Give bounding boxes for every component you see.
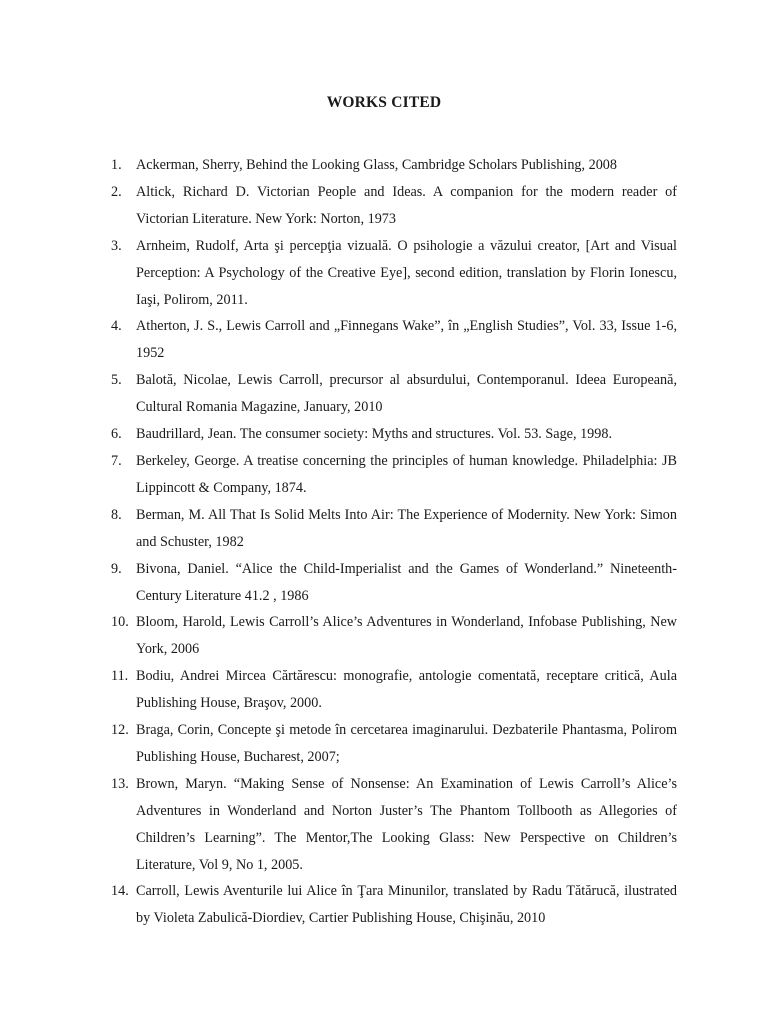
reference-item [111,179,677,233]
reference-text: Ackerman, Sherry, Behind the Looking Glass, Cambridge Scholars Publishing, 2008 [136,157,617,173]
reference-item [111,367,677,421]
reference-list [111,152,677,932]
reference-text: Bloom, Harold, Lewis Carroll’s Alice’s Adventures in Wonderland, Infobase Publishing, New York, 2006 [136,614,677,658]
reference-text: Baudrillard, Jean. The consumer society: Myths and structures. Vol. 53. Sage, 1998. [136,426,612,443]
reference-item [111,878,677,932]
reference-item [111,556,677,610]
reference-text: Balotă, Nicolae, Lewis Carroll, precursor al absurdului, Contemporanul. Ideea Europeană, Cultural Romania Magazine, January, 2010 [136,372,677,416]
reference-text: Arnheim, Rudolf, Arta şi percepţia vizuală. O psihologie a văzului creator, [Art and Visual Perception: A Psychology of the Creative Eye], second edition, translation by Florin Ionescu, Iaşi, Polirom, 2011. [136,237,677,308]
reference-text: Berkeley, George. A treatise concerning the principles of human knowledge. Philadelphia: JB Lippincott & Company, 1874. [136,452,677,496]
reference-text: Carroll, Lewis Aventurile lui Alice în Ţara Minunilor, translated by Radu Tătărucă, ilustrated by Violeta Zabulică-Diordiev, Cartier Publishing House, Chişinău, 2010 [136,883,677,927]
page-title: WORKS CITED [326,94,442,111]
reference-item [111,233,677,314]
reference-item [111,421,677,448]
reference-item [111,609,677,663]
reference-number: 12. [111,722,129,739]
reference-number: 13. [111,775,129,792]
reference-item [111,771,677,879]
reference-number: 10. [111,614,129,631]
reference-text: Bivona, Daniel. “Alice the Child-Imperialist and the Games of Wonderland.” Nineteenth-Century Literature 41.2 , 1986 [136,560,677,604]
reference-number: 2. [111,183,122,200]
reference-text: Bodiu, Andrei Mircea Cărtărescu: monografie, antologie comentată, receptare critică, Aula Publishing House, Braşov, 2000. [136,668,677,712]
reference-item [111,717,677,771]
reference-number: 14. [111,883,129,900]
reference-item [111,313,677,367]
reference-number: 7. [111,452,122,469]
reference-number: 5. [111,372,122,389]
reference-number: 4. [111,318,122,335]
reference-number: 1. [111,157,122,173]
reference-text: Altick, Richard D. Victorian People and Ideas. A companion for the modern reader of Victorian Literature. New York: Norton, 1973 [136,183,677,227]
reference-number: 3. [111,237,122,254]
reference-item [111,663,677,717]
reference-text: Atherton, J. S., Lewis Carroll and „Finnegans Wake”, în „English Studies”, Vol. 33, Issue 1-6, 1952 [136,318,677,362]
reference-number: 11. [111,668,129,685]
reference-item [111,152,677,179]
reference-number: 6. [111,426,122,443]
reference-text: Berman, M. All That Is Solid Melts Into Air: The Experience of Modernity. New York: Simon and Schuster, 1982 [136,506,677,550]
reference-item [111,502,677,556]
reference-item [111,448,677,502]
reference-number: 9. [111,560,122,577]
reference-text: Brown, Maryn. “Making Sense of Nonsense: An Examination of Lewis Carroll’s Alice’s Adventures in Wonderland and Norton Juster’s The Phantom Tollbooth as Allegories of Children’s Learning”. The Mentor,The Looking Glass: New Perspective on Children’s Literature, Vol 9, No 1, 2005. [136,775,677,873]
reference-number: 8. [111,506,122,523]
reference-text: Braga, Corin, Concepte şi metode în cercetarea imaginarului. Dezbaterile Phantasma, Polirom Publishing House, Bucharest, 2007; [136,722,677,765]
